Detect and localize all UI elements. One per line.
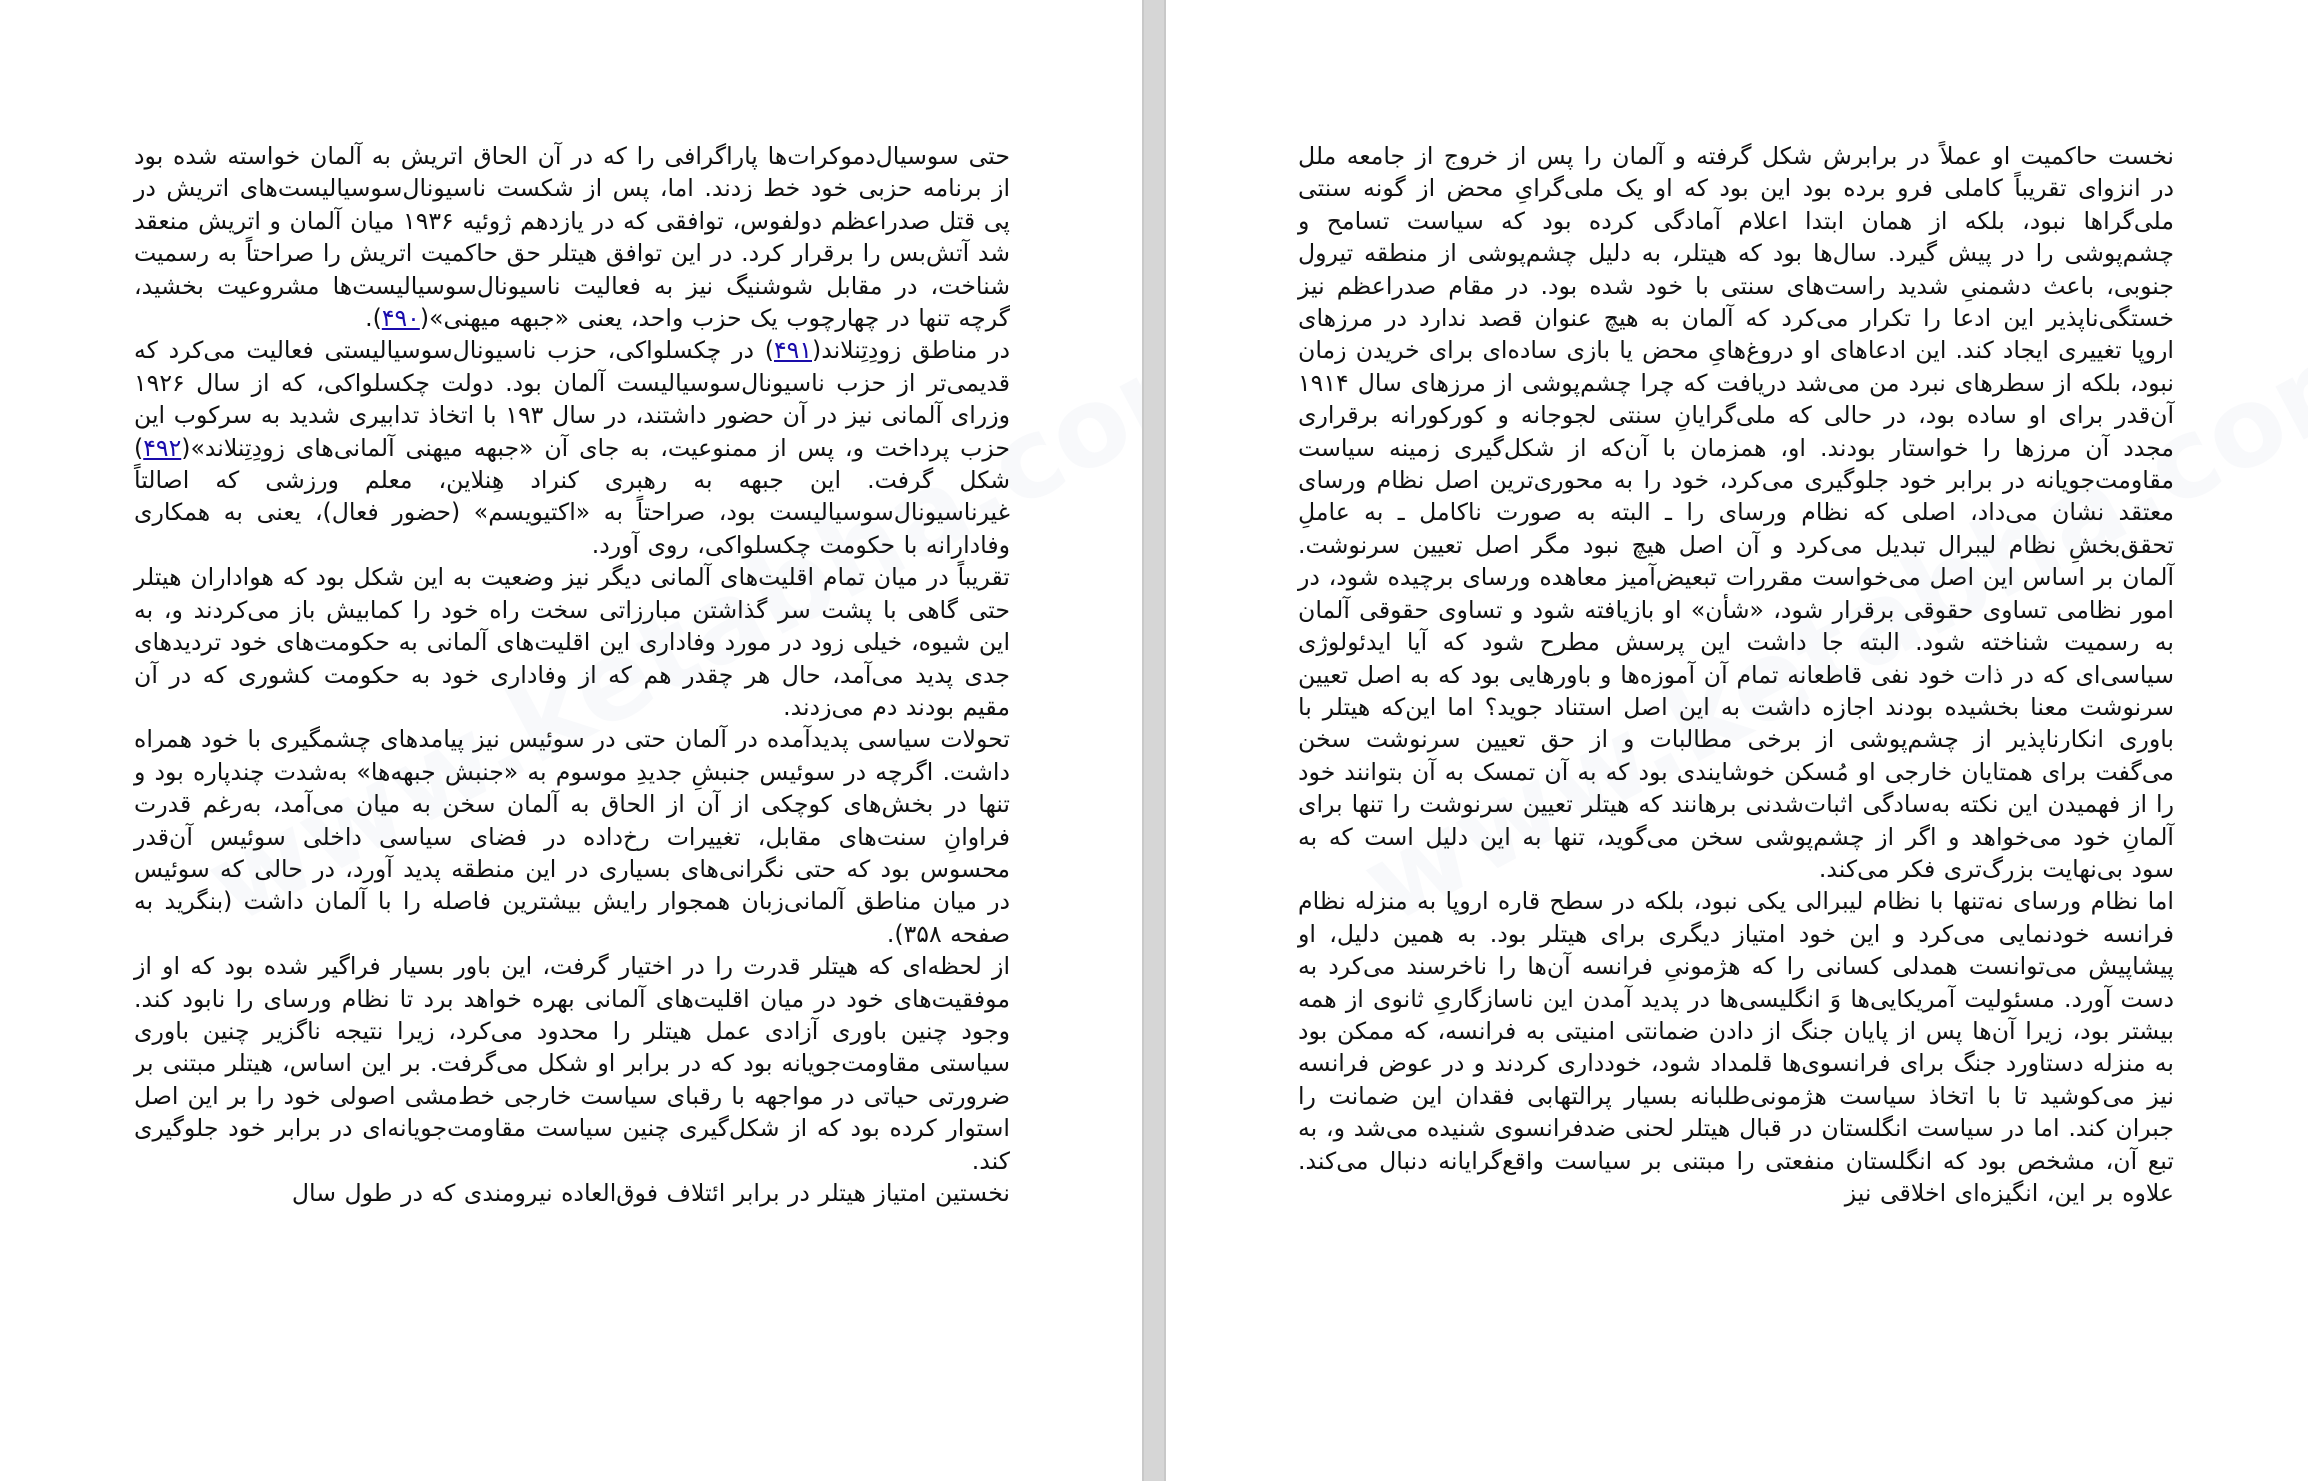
paragraph [134, 950, 1010, 1177]
footnote-link[interactable]: ۴۹۲ [143, 433, 182, 462]
paragraph-text: اما نظام ورسای نه‌تنها با نظام لیبرالی یکی نبود، بلکه در سطح قاره اروپا به منزله نظام فرانسه خودنمایی می‌کرد و این خود امتیاز دیگری برای هیتلر بود. به همین دلیل، او پیشاپیش می‌توانست همدلی کسانی را که هژمونیِ فرانسه آن‌ها را ناخرسند می‌کرد به دست آورد. مسئولیت آمریکایی‌ها وَ انگلیسی‌ها در پدید آمدن این ناسازگاریِ ثانوی از همه بیشتر بود، زیرا آن‌ها پس از پایان جنگ از دادن ضمانتی امنیتی به فرانسه، که ممکن بود به منزله دستاورد جنگ برای فرانسوی‌ها قلمداد شود، خودداری کردند و در عوض فرانسه نیز می‌کوشید تا با اتخاذ سیاست هژمونی‌طلبانه بسیار پرالتهابی فقدان این ضمانت را جبران کند. اما در سیاست انگلستان در قبال هیتلر لحنی ضدفرانسوی شنیده می‌شد و، به تبع آن، مشخص بود که انگلستان منفعتی را مبتنی بر سیاست واقع‌گرایانه دنبال می‌کند. علاوه بر این، انگیزه‌ای اخلاقی نیز [1298, 887, 2174, 1207]
paragraph-text: نخستین امتیاز هیتلر در برابر ائتلاف فوق‌العاده نیرومندی که در طول سال [291, 1179, 1010, 1207]
footnote-link[interactable]: ۴۹۱ [773, 336, 813, 365]
paragraph-text: تقریباً در میان تمام اقلیت‌های آلمانی دیگر نیز وضعیت به این شکل بود که هواداران هیتلر حتی گاهی با پشت سر گذاشتن مبارزاتی سخت راه خود را کمابیش باز می‌کردند و، به این شیوه، خیلی زود در مورد وفاداری این اقلیت‌های آلمانی به حکومت‌های خود تردیدهای جدی پدید می‌آمد، حال هر چقدر هم که از وفاداری خود به حکومت کشوری که در آن مقیم بودند دم می‌زدند. [134, 563, 1010, 721]
page-right [1166, 0, 2308, 1481]
page-right-text [1298, 140, 2174, 1209]
paragraph-text: تحولات سیاسی پدیدآمده در آلمان حتی در سوئیس نیز پیامدهای چشمگیری با خود همراه داشت. اگرچه در سوئیس جنبشِ جدیدِ موسوم به «جنبش جبهه‌ها» به‌شدت چندپاره بود و تنها در بخش‌های کوچکی از آن از الحاق به آلمان سخن به میان می‌آمد، به‌رغم قدرت فراوانِ سنت‌های مقابل، تغییرات رخ‌داده در فضای سیاسی داخلی سوئیس آن‌قدر محسوس بود که حتی نگرانی‌های بسیاری در این منطقه پدید آورد، در حالی که سوئیس در میان مناطق آلمانی‌زبان همجوار رایش بیشترین فاصله را با آلمان داشت (بنگرید به صفحه ۳۵۸). [134, 725, 1010, 948]
page-left [0, 0, 1142, 1481]
paragraph [134, 723, 1010, 950]
paragraph-text: در مناطق زودِتِنلاند( [812, 336, 1011, 365]
paragraph-text: ) در چکسلواکی، حزب ناسیونال‌سوسیالیستی فعالیت می‌کرد که قدیمی‌تر از حزب ناسیونال‌سوسیالیست آلمان بود. دولت چکسلواکی، که از سال ۱۹۲۶ وزرای آلمانی نیز در آن حضور داشتند، در سال ۱۹۳ با اتخاذ تدابیری شدید به سرکوب این حزب پرداخت و، پس از ممنوعیت، به جای آن «جبهه میهنی آلمانی‌های زودِتِنلاند»( [134, 336, 1010, 462]
page-left-text [134, 140, 1010, 1209]
paragraph-text: ). [365, 304, 382, 333]
paragraph [134, 1177, 1010, 1209]
paragraph [1298, 140, 2174, 885]
paragraph-text: نخست حاکمیت او عملاً در برابرش شکل گرفته و آلمان را پس از خروج از جامعه ملل در انزوای تقریباً کاملی فرو برده بود این بود که او یک ملی‌گرایِ محض از گونه سنتی ملی‌گراها نبود، بلکه از همان ابتدا اعلام آمادگی کرده بود که سیاست تسامح و چشم‌پوشی را در پیش گیرد. سال‌ها بود که هیتلر، به دلیل چشم‌پوشی از منطقه تیرول جنوبی، باعث دشمنیِ شدید راست‌های سنتی با خود شده بود. در مقام صدراعظم نیز خستگی‌ناپذیر این ادعا را تکرار می‌کرد که آلمان به هیچ عنوان قصد ندارد در مرزهای اروپا تغییری ایجاد کند. این ادعاهای او دروغ‌هایِ محض یا بازی ساده‌ای برای خریدن زمان نبود، بلکه از سطرهای نبرد من می‌شد دریافت که چرا چشم‌پوشی از مرزهای سال ۱۹۱۴ آن‌قدر برای او ساده بود، در حالی که ملی‌گرایانِ سنتی لجوجانه و کورکورانه برقراری مجدد آن مرزها را خواستار بودند. او، همزمان با آن‌که از شکل‌گیری زمینه سیاست مقاومت‌جویانه در برابر خود جلوگیری می‌کرد، خود را به محوری‌ترین اصل نظام ورسای معتقد نشان می‌داد، اصلی که نظام ورسای را ـ البته به صورت ناکامل ـ به عاملِ تحقق‌بخشِ نظام لیبرال تبدیل می‌کرد و آن اصل هیچ نبود مگر اصل تعیین سرنوشت. آلمان بر اساس این اصل می‌خواست مقررات تبعیض‌آمیز معاهده ورسای برچیده شود، در امور نظامی تساوی حقوقی برقرار شود، «شأن» او بازیافته شود و تساوی حقوقی آلمان به رسمیت شناخته شود. البته جا داشت این پرسش مطرح شود که آیا ایدئولوژی سیاسی‌ای که در ذات خود نفی قاطعانه تمام آن آموزه‌ها و باورهایی بود که به اصل تعیین سرنوشت معنا بخشیده بودند اجازه داشت به این اصل استناد جوید؟ اما این‌که هیتلر با باوری انکارناپذیر از چشم‌پوشی از برخی مطالبات و از حق تعیین سرنوشت سخن می‌گفت برای همتایان خارجی او مُسکن خوشایندی بود که به آن تمسک به آن بتوانند خود را از فهمیدن این نکته به‌سادگی اثبات‌شدنی برهانند که هیتلر تعیین سرنوشت را تنها برای آلمانِ خود می‌خواهد و اگر از چشم‌پوشی سخن می‌گوید، تنها به این دلیل است که به سود بی‌نهایت بزرگ‌تری فکر می‌کند. [1298, 142, 2174, 883]
paragraph [134, 140, 1010, 334]
paragraph-text: از لحظه‌ای که هیتلر قدرت را در اختیار گرفت، این باور بسیار فراگیر شده بود که او از موفقیت‌های خود در میان اقلیت‌های آلمانی بهره خواهد برد تا نظام ورسای را نابود کند. وجود چنین باوری آزادی عمل هیتلر را محدود می‌کرد، زیرا نتیجه ناگزیر چنین باوری سیاستی مقاومت‌جویانه بود که در برابر او شکل می‌گرفت. بر این اساس، هیتلر مبتنی بر ضرورتی حیاتی در مواجهه با رقبای سیاست خارجی خط‌مشی اصولی خود را بر این اصل استوار کرده بود که از شکل‌گیری چنین سیاست مقاومت‌جویانه‌ای در برابر خود جلوگیری کند. [134, 952, 1010, 1175]
paragraph [134, 561, 1010, 723]
paragraph-text: ) شکل گرفت. این جبهه به رهبری کنراد هِنلاین، معلم ورزشی که اصالتاً غیرناسیونال‌سوسیالیست بود، صراحتاً به «اکتیویسم» (حضور فعال)، یعنی به همکاری وفادارانه با حکومت چکسلواکی، روی آورد. [134, 433, 1010, 559]
footnote-link[interactable]: ۴۹۰ [381, 304, 420, 333]
paragraph-text: حتی سوسیال‌دموکرات‌ها پاراگرافی را که در آن الحاق اتریش به آلمان خواسته شده بود از برنامه حزبی خود خط زدند. اما، پس از شکست ناسیونال‌سوسیالیست‌های اتریش در پی قتل صدراعظم دولفوس، توافقی که در یازدهم ژوئیه ۱۹۳۶ میان آلمان و اتریش منعقد شد آتش‌بس را برقرار کرد. در این توافق هیتلر حق حاکمیت اتریش را صراحتاً به رسمیت شناخت، در مقابل شوشنیگ نیز به فعالیت ناسیونال‌سوسیالیست‌ها مشروعیت بخشید، گرچه تنها در چهارچوب یک حزب واحد، یعنی «جبهه میهنی»( [134, 142, 1010, 333]
paragraph [134, 334, 1010, 561]
paragraph [1298, 885, 2174, 1209]
